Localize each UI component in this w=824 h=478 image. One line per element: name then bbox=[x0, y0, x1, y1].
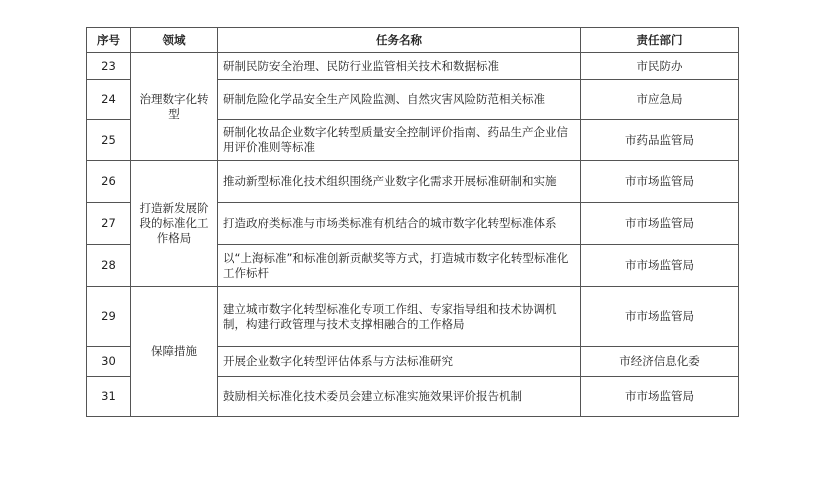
row-task: 鼓励相关标准化技术委员会建立标准实施效果评价报告机制 bbox=[218, 377, 581, 417]
table-row bbox=[87, 161, 739, 203]
field-cell: 保障措施 bbox=[131, 287, 218, 417]
row-task: 打造政府类标准与市场类标准有机结合的城市数字化转型标准体系 bbox=[218, 203, 581, 245]
row-task: 以“上海标准”和标准创新贡献奖等方式，打造城市数字化转型标准化工作标杆 bbox=[218, 245, 581, 287]
row-dept: 市民防办 bbox=[581, 53, 739, 80]
table-row bbox=[87, 53, 739, 80]
field-cell: 治理数字化转型 bbox=[131, 53, 218, 161]
row-seq: 28 bbox=[87, 245, 131, 287]
row-seq: 25 bbox=[87, 120, 131, 161]
header-seq: 序号 bbox=[87, 28, 131, 53]
row-dept: 市经济信息化委 bbox=[581, 347, 739, 377]
row-seq: 31 bbox=[87, 377, 131, 417]
header-task: 任务名称 bbox=[218, 28, 581, 53]
header-dept: 责任部门 bbox=[581, 28, 739, 53]
row-dept: 市市场监管局 bbox=[581, 161, 739, 203]
row-task: 研制危险化学品安全生产风险监测、自然灾害风险防范相关标准 bbox=[218, 80, 581, 120]
header-field: 领域 bbox=[131, 28, 218, 53]
row-dept: 市市场监管局 bbox=[581, 377, 739, 417]
row-dept: 市市场监管局 bbox=[581, 287, 739, 347]
row-dept: 市应急局 bbox=[581, 80, 739, 120]
row-dept: 市市场监管局 bbox=[581, 245, 739, 287]
field-cell: 打造新发展阶段的标准化工作格局 bbox=[131, 161, 218, 287]
row-task: 开展企业数字化转型评估体系与方法标准研究 bbox=[218, 347, 581, 377]
row-task: 推动新型标准化技术组织围绕产业数字化需求开展标准研制和实施 bbox=[218, 161, 581, 203]
row-seq: 30 bbox=[87, 347, 131, 377]
row-task: 建立城市数字化转型标准化专项工作组、专家指导组和技术协调机制，构建行政管理与技术支撑相融合的工作格局 bbox=[218, 287, 581, 347]
row-seq: 24 bbox=[87, 80, 131, 120]
row-dept: 市药品监管局 bbox=[581, 120, 739, 161]
row-seq: 29 bbox=[87, 287, 131, 347]
table-header-row bbox=[87, 28, 739, 53]
row-task: 研制民防安全治理、民防行业监管相关技术和数据标准 bbox=[218, 53, 581, 80]
row-seq: 27 bbox=[87, 203, 131, 245]
row-dept: 市市场监管局 bbox=[581, 203, 739, 245]
task-table bbox=[86, 27, 739, 417]
table-row bbox=[87, 287, 739, 347]
row-task: 研制化妆品企业数字化转型质量安全控制评价指南、药品生产企业信用评价准则等标准 bbox=[218, 120, 581, 161]
row-seq: 23 bbox=[87, 53, 131, 80]
row-seq: 26 bbox=[87, 161, 131, 203]
